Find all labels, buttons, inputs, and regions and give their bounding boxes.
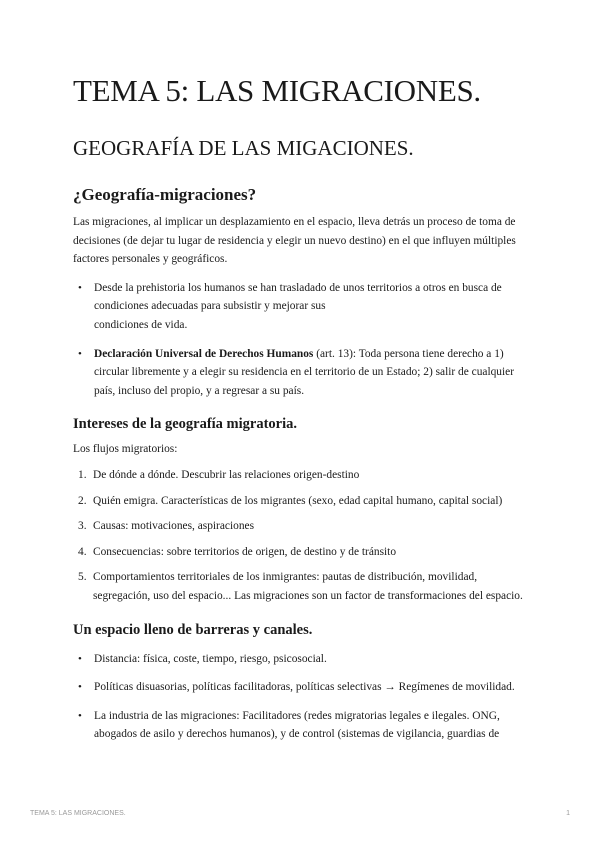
list-item	[73, 345, 528, 401]
page-subtitle: GEOGRAFÍA DE LAS MIGACIONES.	[73, 136, 414, 160]
list-item: • Distancia: física, coste, tiempo, riesgo, psicosocial.	[73, 650, 528, 669]
page-title: TEMA 5: LAS MIGRACIONES.	[73, 73, 481, 108]
list-item	[73, 543, 528, 562]
list-item	[73, 568, 528, 605]
bullet-list	[73, 650, 528, 744]
list-item	[73, 492, 528, 511]
list-item-text: (art. 13): Toda persona tiene derecho a 1) circular libremente y a elegir su residencia en el territorio de un Estado; 2) salir de cualquier país, incluso del propio, y a regresar a su país.	[94, 347, 515, 397]
section-heading: Intereses de la geografía migratoria.	[73, 416, 298, 433]
list-number: 4.	[78, 545, 87, 558]
section-intro: Los flujos migratorios:	[73, 443, 178, 456]
list-item-text: Quién emigra. Características de los migrantes (sexo, edad capital humano, capital social)	[93, 494, 503, 507]
list-item-text: Desde la prehistoria los humanos se han trasladado de unos territorios a otros en busca de condiciones adecuadas para subsistir y mejorar sus	[94, 281, 502, 313]
list-number: 1.	[78, 468, 87, 481]
list-item-text: Consecuencias: sobre territorios de origen, de destino y de tránsito	[93, 545, 397, 558]
section-heading: Un espacio lleno de barreras y canales.	[73, 621, 313, 638]
list-item	[73, 517, 528, 536]
list-item: • Políticas disuasorias, políticas facilitadoras, políticas selectivas → Regímenes de movilidad.	[73, 678, 528, 697]
list-number: 5.	[78, 571, 87, 584]
section-geografia-migraciones	[73, 184, 528, 400]
document-page	[73, 68, 528, 744]
list-item-text-continued: condiciones de vida.	[94, 318, 188, 331]
list-item	[73, 466, 528, 485]
section-intereses	[73, 414, 528, 605]
page-footer	[30, 810, 570, 817]
declaration-title: Declaración Universal de Derechos Humanos	[94, 347, 314, 360]
footer-label: TEMA 5: LAS MIGRACIONES.	[30, 810, 126, 817]
page-number: 1	[566, 810, 570, 817]
list-item-text: Comportamientos territoriales de los inmigrantes: pautas de distribución, movilidad, segregación, uso del espacio... Las migraciones son un factor de transformaciones del espacio.	[93, 571, 523, 602]
section-barreras-canales	[73, 620, 528, 744]
list-number: 2.	[78, 494, 87, 507]
list-item	[73, 279, 528, 335]
numbered-list	[73, 466, 528, 606]
list-item-text: De dónde a dónde. Descubrir las relaciones origen-destino	[93, 468, 360, 481]
section-heading: ¿Geografía-migraciones?	[73, 185, 257, 204]
bullet-list	[73, 279, 528, 401]
list-item-text: Causas: motivaciones, aspiraciones	[93, 520, 255, 533]
list-item: • La industria de las migraciones: Facilitadores (redes migratorias legales e ilegales. ONG, abogados de asilo y derechos humanos), y de control (sistemas de vigilancia, guardias de	[73, 707, 528, 744]
section-paragraph: Las migraciones, al implicar un desplazamiento en el espacio, lleva detrás un proceso de toma de decisiones (de dejar tu lugar de residencia y elegir un nuevo destino) en el que influyen múltiples factores personales y geográficos.	[73, 216, 516, 266]
list-number: 3.	[78, 520, 87, 533]
